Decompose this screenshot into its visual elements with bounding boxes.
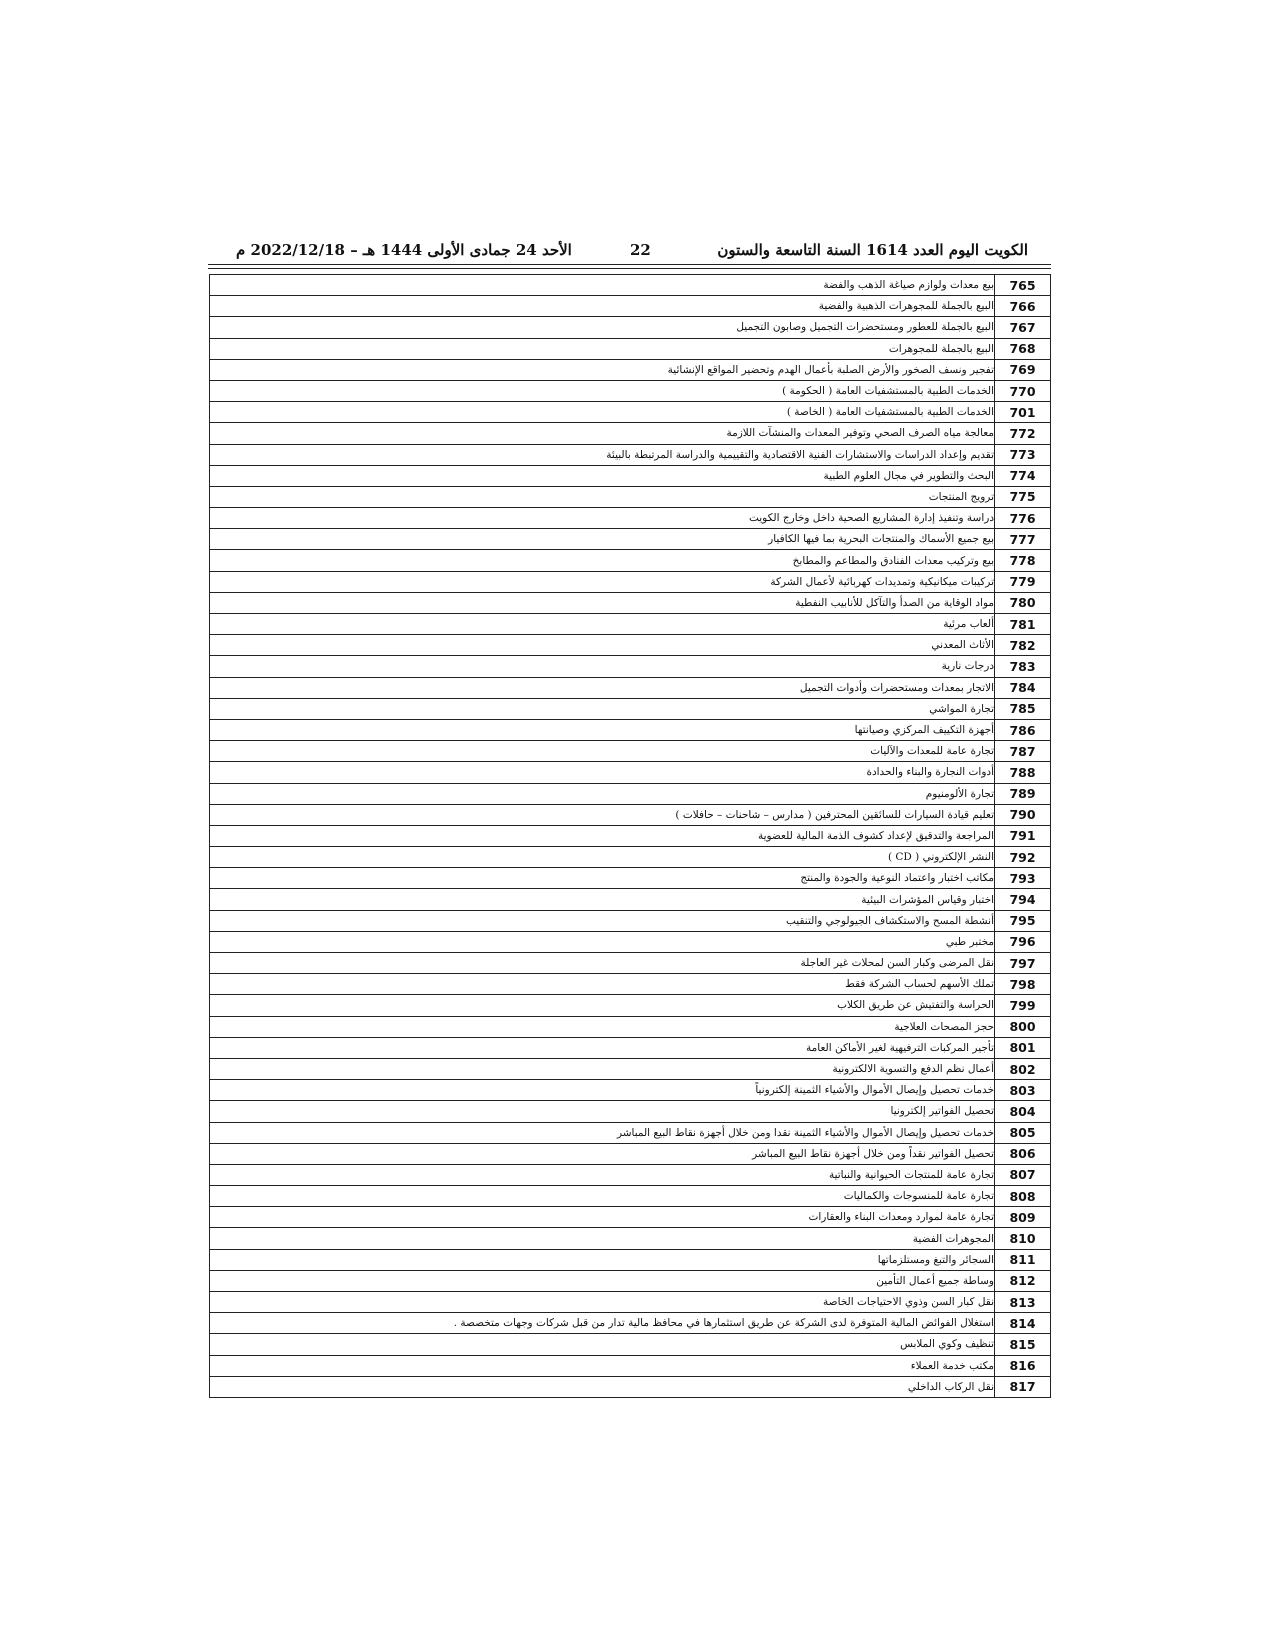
table-row <box>210 1080 1051 1101</box>
activity-description: تجارة عامة لموارد ومعدات البناء والعقارات <box>210 1207 995 1228</box>
table-row <box>210 953 1051 974</box>
activity-number: 772 <box>995 423 1051 444</box>
activity-number: 808 <box>995 1186 1051 1207</box>
activity-description: بيع جميع الأسماك والمنتجات البحرية بما فيها الكافيار <box>210 529 995 550</box>
activity-number: 798 <box>995 974 1051 995</box>
activity-number: 814 <box>995 1313 1051 1334</box>
table-row <box>210 677 1051 698</box>
activity-number: 782 <box>995 635 1051 656</box>
activity-number: 775 <box>995 486 1051 507</box>
activity-description: نقل المرضى وكبار السن لمحلات غير العاجلة <box>210 953 995 974</box>
activity-number: 791 <box>995 825 1051 846</box>
activity-number: 813 <box>995 1292 1051 1313</box>
activity-number: 779 <box>995 571 1051 592</box>
table-row <box>210 1058 1051 1079</box>
activity-number: 807 <box>995 1164 1051 1185</box>
activity-number: 769 <box>995 359 1051 380</box>
activity-description: معالجة مياه الصرف الصحي وتوفير المعدات والمنشآت اللازمة <box>210 423 995 444</box>
activity-number: 790 <box>995 804 1051 825</box>
activity-number: 795 <box>995 910 1051 931</box>
header-rule-top <box>208 264 1051 265</box>
activity-number: 780 <box>995 592 1051 613</box>
activity-description: الأثاث المعدني <box>210 635 995 656</box>
activity-description: اختبار وقياس المؤشرات البيئية <box>210 889 995 910</box>
activities-table-body <box>210 275 1051 1398</box>
activity-description: الخدمات الطبية بالمستشفيات العامة ( الحكومة ) <box>210 380 995 401</box>
activity-number: 805 <box>995 1122 1051 1143</box>
activity-number: 773 <box>995 444 1051 465</box>
activity-description: تركيبات ميكانيكية وتمديدات كهربائية لأعمال الشركة <box>210 571 995 592</box>
activity-description: أدوات النجارة والبناء والحدادة <box>210 762 995 783</box>
table-row <box>210 1143 1051 1164</box>
table-row <box>210 275 1051 296</box>
activity-description: تقديم وإعداد الدراسات والاستشارات الفنية الاقتصادية والتقييمية والدراسة المرتبطة بالبيئة <box>210 444 995 465</box>
activity-number: 810 <box>995 1228 1051 1249</box>
activity-description: بيع وتركيب معدات الفنادق والمطاعم والمطابخ <box>210 550 995 571</box>
activity-description: دراسة وتنفيذ إدارة المشاريع الصحية داخل وخارج الكويت <box>210 508 995 529</box>
activity-number: 815 <box>995 1334 1051 1355</box>
activity-description: الخدمات الطبية بالمستشفيات العامة ( الخاصة ) <box>210 402 995 423</box>
table-row <box>210 804 1051 825</box>
activity-number: 804 <box>995 1101 1051 1122</box>
activity-description: تعليم قيادة السيارات للسائقين المحترفين ( مدارس – شاحنات – حافلات ) <box>210 804 995 825</box>
table-row <box>210 1037 1051 1058</box>
table-row <box>210 974 1051 995</box>
activity-description: مواد الوقاية من الصدأ والتآكل للأنابيب النفطية <box>210 592 995 613</box>
activity-description: خدمات تحصيل وإيصال الأموال والأشياء الثمينة نقدا ومن خلال أجهزة نقاط البيع المباشر <box>210 1122 995 1143</box>
table-row <box>210 444 1051 465</box>
activity-description: بيع معدات ولوازم صياغة الذهب والفضة <box>210 275 995 296</box>
table-row <box>210 1292 1051 1313</box>
table-row <box>210 614 1051 635</box>
activity-description: تنظيف وكوي الملابس <box>210 1334 995 1355</box>
page-header <box>236 239 1028 261</box>
activity-description: تجارة عامة للمنتجات الحيوانية والنباتية <box>210 1164 995 1185</box>
activity-description: استغلال الفوائض المالية المتوفرة لدى الشركة عن طريق استثمارها في محافظ مالية تدار من قبل شركات وجهات متخصصة . <box>210 1313 995 1334</box>
activity-number: 784 <box>995 677 1051 698</box>
activity-number: 774 <box>995 465 1051 486</box>
activity-description: الحراسة والتفتيش عن طريق الكلاب <box>210 995 995 1016</box>
table-row <box>210 592 1051 613</box>
activity-number: 793 <box>995 868 1051 889</box>
table-row <box>210 1334 1051 1355</box>
table-row <box>210 910 1051 931</box>
activity-number: 777 <box>995 529 1051 550</box>
activity-description: البيع بالجملة للعطور ومستحضرات التجميل وصابون التجميل <box>210 317 995 338</box>
activity-number: 778 <box>995 550 1051 571</box>
table-row <box>210 296 1051 317</box>
activity-number: 794 <box>995 889 1051 910</box>
activity-number: 770 <box>995 380 1051 401</box>
activity-number: 766 <box>995 296 1051 317</box>
table-row <box>210 1101 1051 1122</box>
table-row <box>210 741 1051 762</box>
table-row <box>210 931 1051 952</box>
activity-number: 816 <box>995 1355 1051 1376</box>
activity-description: البحث والتطوير في مجال العلوم الطبية <box>210 465 995 486</box>
table-row <box>210 1016 1051 1037</box>
table-row <box>210 698 1051 719</box>
table-row <box>210 889 1051 910</box>
activity-number: 811 <box>995 1249 1051 1270</box>
activity-description: أعمال نظم الدفع والتسوية الالكترونية <box>210 1058 995 1079</box>
activity-description: البيع بالجملة للمجوهرات <box>210 338 995 359</box>
activity-number: 803 <box>995 1080 1051 1101</box>
activity-number: 809 <box>995 1207 1051 1228</box>
table-row <box>210 1376 1051 1397</box>
activity-description: البيع بالجملة للمجوهرات الذهبية والفضية <box>210 296 995 317</box>
activity-description: تفجير ونسف الصخور والأرض الصلبة بأعمال الهدم وتحضير المواقع الإنشائية <box>210 359 995 380</box>
activity-number: 783 <box>995 656 1051 677</box>
activity-description: أجهزة التكييف المركزي وصيانتها <box>210 719 995 740</box>
activity-description: تملك الأسهم لحساب الشركة فقط <box>210 974 995 995</box>
activity-number: 799 <box>995 995 1051 1016</box>
table-row <box>210 1355 1051 1376</box>
activity-number: 797 <box>995 953 1051 974</box>
activity-description: ألعاب مرئية <box>210 614 995 635</box>
table-row <box>210 550 1051 571</box>
table-row <box>210 571 1051 592</box>
table-row <box>210 508 1051 529</box>
activity-description: مكتب خدمة العملاء <box>210 1355 995 1376</box>
activity-description: نقل الركاب الداخلي <box>210 1376 995 1397</box>
activity-description: النشر الإلكتروني ( CD ) <box>210 847 995 868</box>
table-row <box>210 656 1051 677</box>
activity-description: مختبر طبي <box>210 931 995 952</box>
table-row <box>210 317 1051 338</box>
activity-description: خدمات تحصيل وإيصال الأموال والأشياء الثمينة إلكترونياً <box>210 1080 995 1101</box>
gazette-issue-info: الكويت اليوم العدد 1614 السنة التاسعة والستون <box>717 241 1028 259</box>
activity-number: 801 <box>995 1037 1051 1058</box>
activity-description: نقل كبار السن وذوي الاحتياجات الخاصة <box>210 1292 995 1313</box>
table-row <box>210 1228 1051 1249</box>
table-row <box>210 1186 1051 1207</box>
activity-number: 776 <box>995 508 1051 529</box>
table-row <box>210 359 1051 380</box>
table-row <box>210 338 1051 359</box>
table-row <box>210 486 1051 507</box>
activity-description: المجوهرات الفضية <box>210 1228 995 1249</box>
activity-description: المراجعة والتدقيق لإعداد كشوف الذمة المالية للعضوية <box>210 825 995 846</box>
table-row <box>210 868 1051 889</box>
activity-number: 812 <box>995 1270 1051 1291</box>
activity-description: تجارة عامة للمنسوجات والكماليات <box>210 1186 995 1207</box>
activity-description: أنشطة المسح والاستكشاف الجيولوجي والتنقيب <box>210 910 995 931</box>
table-row <box>210 1164 1051 1185</box>
table-row <box>210 1270 1051 1291</box>
activity-number: 788 <box>995 762 1051 783</box>
table-row <box>210 783 1051 804</box>
activity-description: السجائر والتبغ ومستلزماتها <box>210 1249 995 1270</box>
activity-description: الاتجار بمعدات ومستحضرات وأدوات التجميل <box>210 677 995 698</box>
table-row <box>210 423 1051 444</box>
table-row <box>210 1313 1051 1334</box>
activity-description: تجارة المواشي <box>210 698 995 719</box>
table-row <box>210 825 1051 846</box>
activities-table <box>209 274 1051 1398</box>
activity-number: 806 <box>995 1143 1051 1164</box>
table-row <box>210 1207 1051 1228</box>
table-row <box>210 995 1051 1016</box>
table-row <box>210 1122 1051 1143</box>
table-row <box>210 635 1051 656</box>
activity-number: 781 <box>995 614 1051 635</box>
activity-number: 792 <box>995 847 1051 868</box>
activity-description: ترويج المنتجات <box>210 486 995 507</box>
table-row <box>210 402 1051 423</box>
activity-description: وساطة جميع أعمال التأمين <box>210 1270 995 1291</box>
activity-description: تحصيل الفواتير إلكترونيا <box>210 1101 995 1122</box>
activity-number: 796 <box>995 931 1051 952</box>
activity-description: تحصيل الفواتير نقداً ومن خلال أجهزة نقاط البيع المباشر <box>210 1143 995 1164</box>
activity-number: 789 <box>995 783 1051 804</box>
activity-description: مكاتب اختبار واعتماد النوعية والجودة والمنتج <box>210 868 995 889</box>
activity-description: حجز المصحات العلاجية <box>210 1016 995 1037</box>
activity-number: 785 <box>995 698 1051 719</box>
activity-number: 701 <box>995 402 1051 423</box>
activity-description: درجات نارية <box>210 656 995 677</box>
activity-number: 767 <box>995 317 1051 338</box>
page-number: 22 <box>630 241 651 259</box>
activity-number: 787 <box>995 741 1051 762</box>
table-row <box>210 762 1051 783</box>
activity-number: 817 <box>995 1376 1051 1397</box>
issue-date: الأحد 24 جمادى الأولى 1444 هـ – 2022/12/18 م <box>236 241 572 259</box>
table-row <box>210 719 1051 740</box>
table-row <box>210 847 1051 868</box>
activity-description: تجارة الألومنيوم <box>210 783 995 804</box>
activity-number: 786 <box>995 719 1051 740</box>
activity-description: تجارة عامة للمعدات والآليات <box>210 741 995 762</box>
activity-number: 768 <box>995 338 1051 359</box>
activity-number: 802 <box>995 1058 1051 1079</box>
activity-number: 765 <box>995 275 1051 296</box>
table-row <box>210 380 1051 401</box>
activity-description: تأجير المركبات الترفيهية لغير الأماكن العامة <box>210 1037 995 1058</box>
activity-number: 800 <box>995 1016 1051 1037</box>
header-rule-bottom <box>208 268 1051 269</box>
table-row <box>210 529 1051 550</box>
table-row <box>210 465 1051 486</box>
table-row <box>210 1249 1051 1270</box>
